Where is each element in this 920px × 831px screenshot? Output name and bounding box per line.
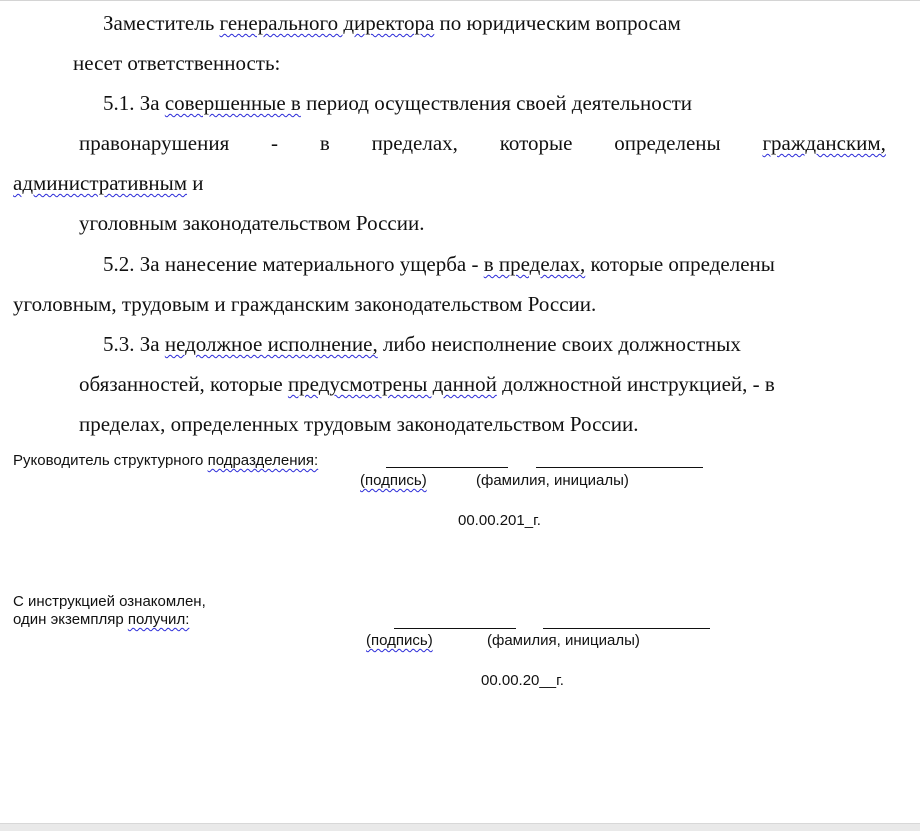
signature1-label (13, 452, 318, 470)
doc-line-2: несет ответственность: (73, 51, 281, 75)
text-span: 5.2. За нанесение материального ущерба - (103, 252, 479, 276)
spellcheck-span: в пределах, (483, 252, 586, 276)
text-span: Заместитель (103, 11, 215, 35)
spellcheck-span: получил: (127, 611, 190, 628)
clause-5-2-line-2: уголовным, трудовым и гражданским законодательством России. (13, 292, 597, 316)
word: пределах, (371, 131, 458, 155)
signature1-sign-caption (360, 472, 427, 490)
signature2-label-line-1: С инструкцией ознакомлен, (13, 593, 206, 610)
word: определены (614, 131, 721, 155)
spellcheck-span: административным (13, 171, 188, 195)
word: которые (499, 131, 573, 155)
text-span: которые определены (590, 252, 775, 276)
signature1-name-caption: (фамилия, инициалы) (476, 472, 629, 489)
text-span: и (192, 171, 204, 195)
text-span: Руководитель структурного (13, 452, 204, 469)
doc-line-1 (103, 10, 681, 36)
signature2-name-line (543, 628, 710, 629)
clause-5-1-line-3 (13, 170, 204, 196)
clause-5-3-line-2 (79, 371, 775, 397)
spellcheck-span: подразделения: (207, 452, 319, 469)
page-top-border (0, 0, 920, 1)
clause-5-1-line-1 (103, 90, 692, 116)
text-span: должностной инструкцией, - в (502, 372, 775, 396)
text-span: обязанностей, которые (79, 372, 283, 396)
clause-5-3-line-1 (103, 331, 741, 357)
signature1-sign-line (386, 467, 508, 468)
signature2-label-line-2 (13, 611, 189, 629)
word: - (271, 131, 279, 155)
signature2-date: 00.00.20__г. (481, 672, 564, 689)
spellcheck-span: (подпись) (360, 472, 427, 489)
text-span: по юридическим вопросам (439, 11, 681, 35)
text-span: 5.1. За (103, 91, 160, 115)
spellcheck-span: недолжное исполнение, (164, 332, 378, 356)
signature2-sign-caption (366, 632, 433, 650)
text-span: один экземпляр (13, 611, 124, 628)
clause-5-2-line-1 (103, 251, 775, 277)
clause-5-1-line-2 (79, 130, 886, 156)
signature2-name-caption: (фамилия, инициалы) (487, 632, 640, 649)
text-span: либо неисполнение своих должностных (382, 332, 741, 356)
spellcheck-span: (подпись) (366, 632, 433, 649)
clause-5-1-line-4: уголовным законодательством России. (79, 211, 425, 235)
clause-5-3-line-3: пределах, определенных трудовым законодательством России. (79, 412, 639, 436)
spellcheck-span: генерального директора (219, 11, 435, 35)
signature2-sign-line (394, 628, 516, 629)
word: правонарушения (79, 131, 230, 155)
spellcheck-span: совершенные в (164, 91, 301, 115)
spellcheck-word: гражданским, (762, 131, 886, 155)
text-span: период осуществления своей деятельности (306, 91, 692, 115)
signature1-date: 00.00.201_г. (458, 512, 541, 529)
word: в (319, 131, 330, 155)
signature1-name-line (536, 467, 703, 468)
text-span: 5.3. За (103, 332, 160, 356)
spellcheck-span: предусмотрены данной (287, 372, 497, 396)
